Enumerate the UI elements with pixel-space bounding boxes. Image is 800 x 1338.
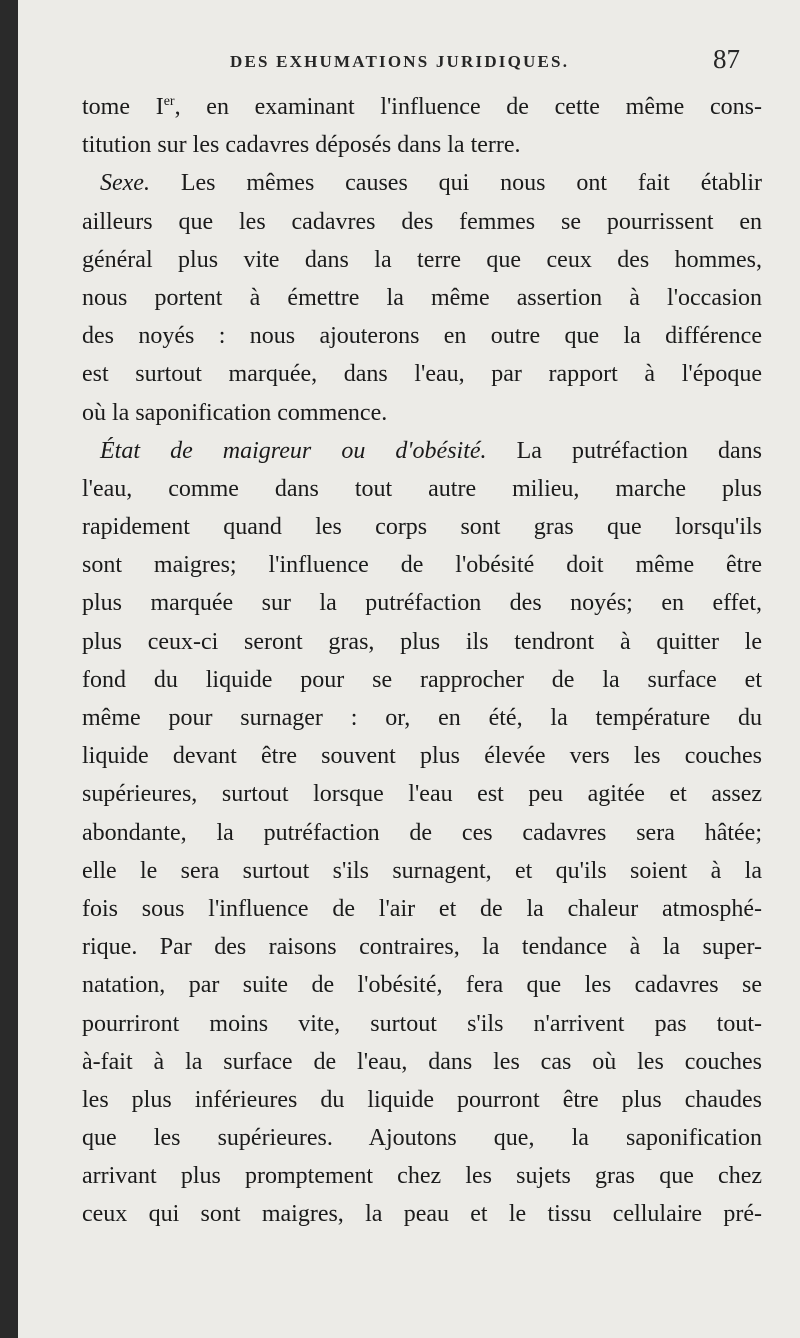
text-line: nous portent à émettre la même assertion à l'occasion — [82, 284, 762, 311]
text-line: Sexe. Les mêmes causes qui nous ont fait établir — [100, 170, 762, 197]
text-line: fond du liquide pour se rapprocher de la surface et — [82, 666, 762, 693]
text-line: pourriront moins vite, surtout s'ils n'arrivent pas tout- — [82, 1010, 762, 1037]
text-line: plus marquée sur la putréfaction des noyés; en effet, — [82, 590, 762, 617]
text-line: fois sous l'influence de l'air et de la chaleur atmosphé- — [82, 895, 762, 922]
text-line: liquide devant être souvent plus élevée vers les couches — [82, 743, 762, 770]
text-line: plus ceux-ci seront gras, plus ils tendront à quitter le — [82, 628, 762, 655]
book-page — [18, 0, 800, 1338]
section-heading-maigreur: État de maigreur ou d'obésité. — [100, 437, 487, 464]
page-number: 87 — [713, 44, 740, 74]
running-head: DES EXHUMATIONS JURIDIQUES. — [230, 52, 570, 71]
text-line: des noyés : nous ajouterons en outre que la différence — [82, 323, 762, 350]
text-line: rique. Par des raisons contraires, la tendance à la super- — [82, 934, 762, 961]
text-line: sont maigres; l'influence de l'obésité doit même être — [82, 552, 762, 579]
text-line: abondante, la putréfaction de ces cadavres sera hâtée; — [82, 819, 762, 846]
text-line: titution sur les cadavres déposés dans la terre. — [82, 132, 521, 159]
text-line: natation, par suite de l'obésité, fera que les cadavres se — [82, 972, 762, 999]
text-line: elle le sera surtout s'ils surnagent, et qu'ils soient à la — [82, 857, 762, 884]
text-line: les plus inférieures du liquide pourront être plus chaudes — [82, 1086, 762, 1113]
text-line: arrivant plus promptement chez les sujets gras que chez — [82, 1163, 762, 1190]
text-line: rapidement quand les corps sont gras que lorsqu'ils — [82, 514, 762, 541]
text-line: ailleurs que les cadavres des femmes se pourrissent en — [82, 208, 762, 235]
text-line: tome Ier, en examinant l'influence de cette même cons- — [82, 94, 762, 120]
page-header — [18, 44, 800, 84]
text-line: général plus vite dans la terre que ceux des hommes, — [82, 246, 762, 273]
text-line: même pour surnager : or, en été, la température du — [82, 705, 762, 731]
text-line: ceux qui sont maigres, la peau et le tissu cellulaire pré- — [82, 1201, 762, 1228]
text-line: où la saponification commence. — [82, 399, 388, 426]
text-line: l'eau, comme dans tout autre milieu, marche plus — [82, 475, 762, 502]
section-heading-sexe: Sexe. — [100, 170, 150, 197]
text-line: supérieures, surtout lorsque l'eau est peu agitée et assez — [82, 781, 762, 808]
text-line: est surtout marquée, dans l'eau, par rapport à l'époque — [82, 361, 762, 388]
body-text — [82, 88, 762, 1234]
text-line: État de maigreur ou d'obésité. La putréfaction dans — [100, 437, 762, 464]
text-line: que les supérieures. Ajoutons que, la saponification — [82, 1125, 762, 1152]
text-line: à-fait à la surface de l'eau, dans les cas où les couches — [82, 1048, 762, 1075]
